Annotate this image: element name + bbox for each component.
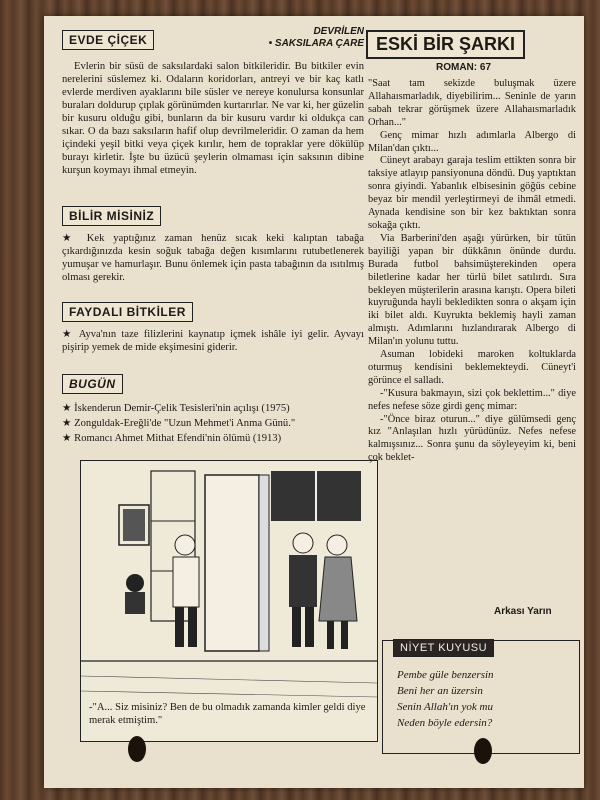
newspaper-clipping: [44, 16, 584, 788]
niyet-kuyusu-box: [382, 640, 580, 754]
roman-number: ROMAN: 67: [436, 62, 492, 73]
cartoon-caption: -"A... Siz misiniz? Ben de bu olmadık zamanda kimler geldi diye merak etmiştim.": [89, 702, 366, 726]
punch-hole: [474, 738, 492, 764]
list-item: ★ Zonguldak-Ereğli'de "Uzun Mehmet'i Anma Günü.": [62, 418, 296, 429]
faydali-bitkiler-heading: FAYDALI BİTKİLER: [62, 302, 193, 322]
bugun-list: [62, 402, 364, 447]
punch-hole: [128, 736, 146, 762]
poem-line: Beni her an üzersin: [397, 685, 483, 697]
serial-title: ESKİ BİR ŞARKI: [366, 30, 525, 59]
paragraph: "Saat tam sekizde buluşmak üzere Allahaısmarladık, diyebilirim... Seninle de yarın sabah tekrar görüşmek üzere Allahaısmarladık Orhan...": [368, 78, 576, 128]
serial-text: [368, 78, 576, 602]
faydali-bitkiler-text: ★ Ayva'nın taze filizlerini kaynatıp içmek ishâle iyi gelir. Ayvayı pişirip yemek de mide ekşimesini giderir.: [62, 329, 364, 353]
paragraph: Via Barberini'den aşağı yürürken, bir tütün bayiliği yapan bir dükkânın önünde durdu. Burada futbol bahsimüşterekinden opera biletlerine kadar her türlü bilet satılırdı. Sıra bekleyen müşterilerin arasına karıştı. Opera bileti kuyruğunda hayli bekledikten sonra o akşam için iki bilet aldı. Kuyrukta beklemiş hayli zaman almıştı. Adımlarını hızlandırarak Albergo di Milan'ın yolunu tuttu.: [368, 232, 576, 348]
paragraph: -"Kusura bakmayın, sizi çok beklettim..." diye nefes nefese söze girdi genç mimar:: [368, 387, 576, 412]
poem-line: Senin Allah'ın yok mu: [397, 701, 493, 713]
paragraph: Genç mimar hızlı adımlarla Albergo di Milan'dan çıktı...: [368, 129, 576, 154]
arkasi-yarin: Arkası Yarın: [494, 606, 552, 617]
paragraph: Cüneyt arabayı garaja teslim ettikten sonra bir taksiye atlayıp pansiyonuna döndü. Duş yaptıktan sonra giyindi. Yabanlık elbisesinin göğüs cebine beyaz bir mendil yerleştirmeyi de ihmâl etmedi. Aynada kendisine son bir kez baktıktan sonra sokağa çıktı.: [368, 155, 576, 231]
list-item: ★ İskenderun Demir-Çelik Tesisleri'nin açılışı (1975): [62, 403, 290, 414]
evde-cicek-subheading: [268, 26, 364, 50]
list-item: ★ Romancı Ahmet Mithat Efendi'nin ölümü (1913): [62, 433, 282, 444]
cartoon-panel: [80, 460, 378, 742]
poem-line: Neden böyle edersin?: [397, 717, 493, 729]
evde-cicek-text: Evlerin bir süsü de saksılardaki salon bitkileridir. Bu bitkiler evin nerelerini süslemez ki. Odaların koridorları, antreyi ve bir kaç katlı evlerde merdiven ayaklarını bile süsler ve nereye konulursa konsunlar buraları doldurup çıplak görünümden kurtarırlar. Ne var ki, her güzelin bir kusuru olduğu gibi, bunların da bir kusuru vardır ki oldukça can sıkar. O da bazı saksıların hafif olup devrilmeleridir. O zaman da hem içindeki yeşil bitki veya çiçek kırılır, hem de topraklar yere dökülüp burayı kirletir. İşte bu üzücü şeylerin olmaması için saksının dibine kurşun koymayı ihmal etmeyin.: [62, 61, 364, 176]
cartoon-illustration: [81, 461, 377, 701]
poem-line: Pembe güle benzersin: [397, 669, 494, 681]
sub-heading-line-2: • SAKSILARA ÇARE: [268, 38, 364, 49]
bilir-misiniz-heading: BİLİR MİSİNİZ: [62, 206, 161, 226]
bilir-misiniz-text: ★ Kek yaptığınız zaman henüz sıcak keki kalıptan tabağa çıkardığınızda kesin soğuk tabağa değen kısımlarını rutubetlenerek yumuşar ve hamurlaşır. Bunu önlemek için pasta tabağının da ısıtılmış olması gerekir.: [62, 233, 364, 283]
niyet-kuyusu-heading: NİYET KUYUSU: [393, 639, 494, 657]
paragraph: -"Önce biraz oturun..." diye gülümsedi genç kız "Anlaşılan hızlı yürüdünüz. Nefes nefese kalmışsınız... Sonra şunu da söyleyeyim ki, beni çok beklet-: [368, 413, 576, 464]
niyet-poem: [397, 667, 494, 731]
evde-cicek-heading: EVDE ÇİÇEK: [62, 30, 154, 50]
paragraph: Asuman lobideki maroken koltuklarda oturmuş kendisini beklemekteydi. Cüneyt'i görünce el salladı.: [368, 349, 576, 386]
sub-heading-line-1: DEVRİLEN: [313, 26, 364, 37]
bugun-heading: BUGÜN: [62, 374, 123, 394]
